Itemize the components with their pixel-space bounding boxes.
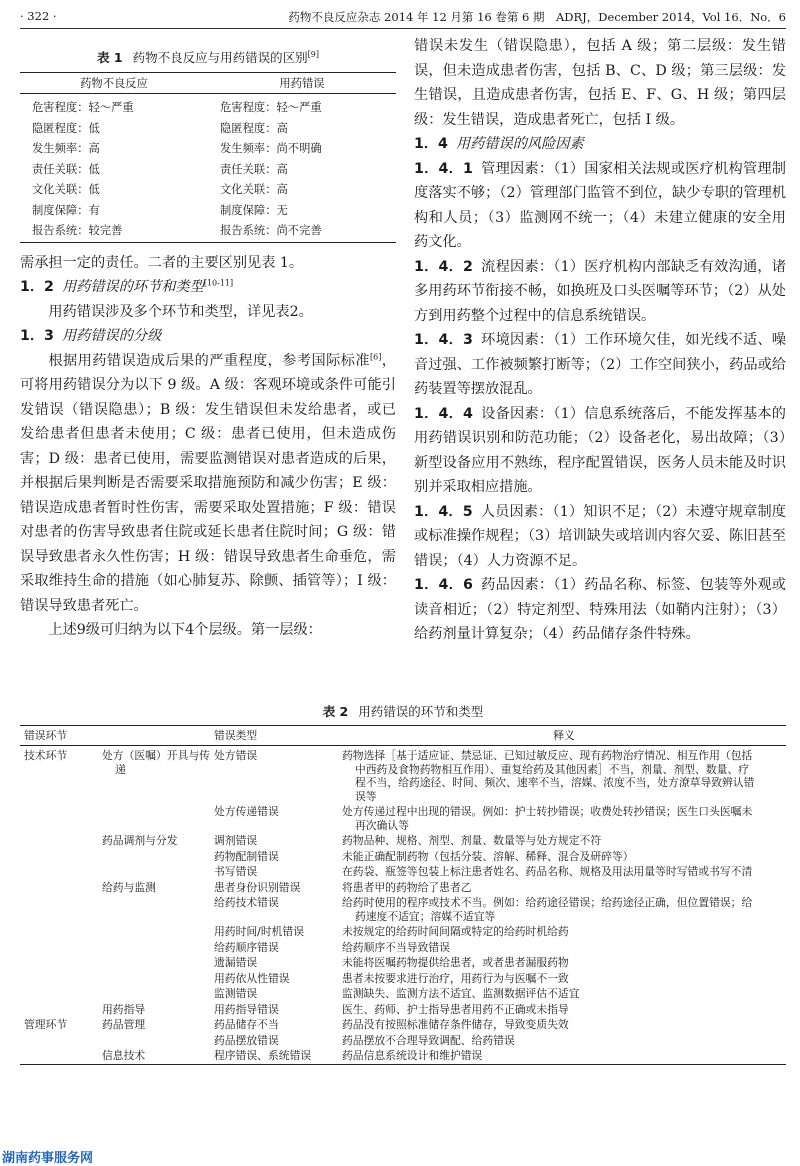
subsection-text: 流程因素：（1）医疗机构内部缺乏有效沟通，诸多用药环节衔接不畅，如换班及口头医嘱等环节；（2）从处方到用药整个过程中的信息系统错误。 [414, 258, 786, 324]
table-row [20, 955, 786, 971]
cell-text: 给药顺序错误 [214, 940, 279, 954]
table2-cell-type [214, 955, 342, 971]
table-row [20, 864, 786, 880]
table2-cell-definition [342, 1017, 786, 1033]
section-title: 用药错误的环节和类型 [61, 279, 204, 295]
table2-cell-substage [102, 746, 214, 805]
cell-text: 处方传递错误 [214, 805, 279, 818]
table2-cell-substage [102, 955, 214, 971]
section-1-3-heading [20, 324, 396, 349]
table2-cell-stage [20, 955, 102, 971]
table2-cell-type [214, 880, 342, 896]
cell-text: 药品没有按照标准储存条件储存，导致变质失效 [342, 1018, 569, 1031]
table1-caption [20, 48, 396, 66]
table2-cell-substage [102, 940, 214, 956]
table2-cell-definition [342, 1033, 786, 1049]
section-1-2-heading [20, 275, 396, 300]
journal-citation: 药物不良反应杂志 2014 年 12 月第 16 卷第 6 期 ADRJ，December 2014，Vol 16．No．6 [288, 10, 786, 24]
table1-cell-me: 制度保障：无 [220, 203, 288, 217]
subsection-paragraph [414, 500, 786, 574]
table2-cell-stage [20, 1017, 102, 1033]
header-rule [20, 28, 786, 29]
table1-cell-me: 责任关联：高 [220, 162, 288, 176]
table-row [20, 986, 786, 1002]
table2-cell-stage [20, 924, 102, 940]
footer-watermark: 湖南药事服务网 [2, 1151, 94, 1166]
table-row [20, 833, 786, 849]
table2-title: 用药错误的环节和类型 [358, 704, 484, 719]
table2-header-type: 错误类型 [214, 726, 342, 746]
table2-cell-substage [102, 1002, 214, 1018]
cell-text: 患者身份识别错误 [214, 880, 301, 894]
table-row [20, 119, 396, 140]
table2-cell-type [214, 1017, 342, 1033]
cell-text: 药品管理 [102, 1018, 146, 1031]
table2-cell-stage [20, 895, 102, 924]
cell-text: 在药袋、瓶签等包装上标注患者姓名、药品名称、规格及用法用量等时写错或书写不清 [342, 865, 753, 878]
table-row [20, 1033, 786, 1049]
section-ref: [10-11] [203, 278, 234, 288]
subsection-text: 药品因素：（1）药品名称、标签、包装等外观或读音相近；（2）特定剂型、特殊用法（如鞘内注射）；（3）给药剂量计算复杂；（4）药品储存条件特殊。 [414, 577, 786, 642]
table2-cell-stage [20, 880, 102, 896]
cell-text: 给药与监测 [102, 880, 156, 894]
table2-cell-substage [102, 971, 214, 987]
cell-text: 管理环节 [24, 1018, 68, 1031]
cell-text: 医生、药师、护士指导患者用药不正确或未指导 [342, 1002, 569, 1016]
subsection-number: 1．4．4 [414, 405, 473, 422]
cell-text: 药物品种、规格、剂型、剂量、数量等与处方规定不符 [342, 834, 602, 847]
table2-cell-definition [342, 1002, 786, 1018]
table2-cell-substage [102, 849, 214, 865]
cell-text: 药物选择［基于适应证、禁忌证、已知过敏反应、现有药物治疗情况、相互作用（包括中西药及食物药物相互作用）、重复给药及其他因素］不当，剂量、剂型、数量、疗程不当，给药途径、时间、频次、速率不当，溶媒、浓度不当，处方潦草导致辨认错误等 [342, 749, 755, 803]
table1-cell-me: 隐匿程度：高 [220, 121, 288, 135]
table2-header-stage: 错误环节 [20, 726, 214, 746]
page-number: · 322 · [20, 9, 57, 23]
table2-cell-definition [342, 940, 786, 956]
table2-header-definition: 释义 [342, 726, 786, 746]
table2-cell-type [214, 971, 342, 987]
right-column [414, 34, 786, 647]
table2-cell-substage [102, 1017, 214, 1033]
left-para-3 [20, 349, 396, 619]
left-para-1: 需承担一定的责任。二者的主要区别见表 1。 [20, 254, 304, 271]
cell-text: 药品摆放不合理导致调配、给药错误 [342, 1033, 515, 1047]
subsection-paragraph [414, 255, 786, 329]
table2-cell-stage [20, 971, 102, 987]
subsection-number: 1．4．3 [414, 332, 473, 348]
section-title: 用药错误的风险因素 [455, 136, 584, 152]
table2-cell-substage [102, 1033, 214, 1049]
cell-text: 药品储存不当 [214, 1018, 279, 1031]
cell-text: 药品信息系统设计和维护错误 [342, 1049, 483, 1062]
table1-cell-adr: 隐匿程度：低 [32, 121, 100, 135]
right-para-0: 错误未发生（错误隐患），包括 A 级；第二层级：发生错误，但未造成患者伤害，包括 B、C、D 级；第三层级：发生错误，且造成患者伤害，包括 E、F、G、H 级；第四层级：发生错误，造成患者死亡，包括 I 级。 [414, 38, 786, 128]
table2-cell-stage [20, 746, 102, 805]
table2-cell-stage [20, 833, 102, 849]
table1-cell-adr: 文化关联：低 [32, 183, 100, 196]
table2-label: 表 2 [322, 704, 349, 719]
table2-cell-stage [20, 1002, 102, 1018]
table1-cell-me: 发生频率：尚不明确 [220, 142, 322, 155]
table2-cell-type [214, 804, 342, 833]
subsection-paragraph [414, 157, 786, 255]
cell-text: 未能正确配制药物（包括分装、溶解、稀释、混合及研碎等） [342, 849, 634, 863]
cell-text: 未能将医嘱药物提供给患者，或者患者漏服药物 [342, 956, 569, 969]
table1-cell-adr: 危害程度：轻～严重 [32, 101, 134, 114]
cell-text: 给药顺序不当导致错误 [342, 940, 450, 954]
cell-text: 处方错误 [214, 749, 258, 762]
section-number: 1．3 [20, 328, 54, 344]
table2-cell-definition [342, 924, 786, 940]
table2-cell-type [214, 849, 342, 865]
table-row [20, 221, 396, 242]
table2-cell-type [214, 746, 342, 805]
table1-ref: [9] [307, 49, 319, 59]
table2-cell-substage [102, 804, 214, 833]
cell-text: 信息技术 [102, 1049, 146, 1062]
table2-cell-stage [20, 986, 102, 1002]
table2-cell-definition [342, 955, 786, 971]
table2-cell-definition [342, 895, 786, 924]
cell-text: 调剂错误 [214, 834, 258, 847]
table1-cell-me: 危害程度：轻～严重 [220, 101, 322, 114]
cell-text: 药品调剂与分发 [102, 834, 178, 847]
citation-ref: [6] [370, 351, 382, 361]
cell-text: 处方（医嘱）开具与传递 [102, 749, 210, 776]
table1-label: 表 1 [97, 50, 123, 65]
cell-text: 用药依从性错误 [214, 971, 290, 985]
table1-cell-adr: 发生频率：高 [32, 142, 100, 155]
table1-header-me: 用药错误 [208, 73, 396, 94]
left-column [20, 48, 396, 643]
table1-cell-me: 文化关联：高 [220, 183, 288, 196]
cell-text: 药品摆放错误 [214, 1033, 279, 1047]
cell-text: 技术环节 [24, 749, 68, 762]
cell-text: 书写错误 [214, 865, 258, 878]
cell-text: 用药时间/时机错误 [214, 925, 305, 938]
table-row [20, 880, 786, 896]
table2-cell-substage [102, 880, 214, 896]
table-row [20, 94, 396, 119]
table1-cell-adr: 报告系统：较完善 [20, 221, 208, 242]
cell-text: 患者未按要求进行治疗，用药行为与医嘱不一致 [342, 971, 569, 985]
table2-cell-substage [102, 833, 214, 849]
cell-text: 用药指导 [102, 1002, 146, 1016]
subsection-paragraph [414, 573, 786, 647]
table-row [20, 1017, 786, 1033]
table-row [20, 895, 786, 924]
table-row [20, 160, 396, 181]
table2-cell-definition [342, 864, 786, 880]
cell-text: 监测错误 [214, 987, 258, 1000]
table-row [20, 804, 786, 833]
table-row [20, 180, 396, 201]
table2-cell-definition [342, 1048, 786, 1064]
table-row [20, 201, 396, 222]
table-row [20, 1048, 786, 1064]
table2-cell-definition [342, 971, 786, 987]
table2-cell-stage [20, 1048, 102, 1064]
table2-cell-definition [342, 804, 786, 833]
table2-cell-substage [102, 895, 214, 924]
table1-cell-me: 报告系统：尚不完善 [208, 221, 396, 242]
para-text: ，可将用药错误分为以下 9 级。A 级：客观环境或条件可能引发错误（错误隐患）；B 级：发生错误但未发给患者，或已发给患者但患者未使用；C 级：患者已使用，但未造成伤害；D 级：患者已使用，需要监测错误对患者造成的后果，并根据后果判断是否需要采取措施预防和减少伤害；E 级：错误造成患者暂时性伤害，需要采取处置措施；F 级：错误对患者的伤害导致患者住院或延长患者住院时间；G 级：错误导致患者永久性伤害；H 级：错误导致患者生命垂危，需采取维持生命的措施（如心肺复苏、除颤、插管等）；I 级：错误导致患者死亡。 [20, 352, 396, 614]
table2-cell-stage [20, 940, 102, 956]
table1-header-adr: 药物不良反应 [20, 73, 208, 94]
running-header [20, 6, 786, 28]
subsection-number: 1．4．5 [414, 503, 473, 520]
subsection-paragraph [414, 328, 786, 402]
table-row [20, 971, 786, 987]
table2-cell-substage [102, 1048, 214, 1064]
table2-cell-definition [342, 849, 786, 865]
table2-cell-type [214, 924, 342, 940]
cell-text: 遗漏错误 [214, 956, 258, 969]
table-row [20, 849, 786, 865]
cell-text: 程序错误、系统错误 [214, 1049, 312, 1062]
table2-block [20, 702, 786, 1065]
table2 [20, 725, 786, 1065]
table2-cell-stage [20, 849, 102, 865]
para-text: 根据用药错误造成后果的严重程度，参考国际标准 [48, 352, 371, 369]
subsection-text: 管理因素：（1）国家相关法规或医疗机构管理制度落实不够；（2）管理部门监管不到位，缺少专职的管理机构和人员；（3）监测网不统一；（4）未建立健康的安全用药文化。 [414, 160, 786, 250]
section-1-4-heading [414, 132, 786, 157]
subsection-number: 1．4．6 [414, 577, 473, 593]
cell-text: 给药技术错误 [214, 896, 279, 909]
table2-cell-type [214, 833, 342, 849]
table-row [20, 924, 786, 940]
table1-title: 药物不良反应与用药错误的区别 [132, 50, 308, 65]
cell-text: 未按规定的给药时间间隔或特定的给药时机给药 [342, 925, 569, 938]
subsection-text: 环境因素：（1）工作环境欠佳，如光线不适、噪音过强、工作被频繁打断等；（2）工作空间狭小，药品或给药装置等摆放混乱。 [414, 332, 786, 397]
table2-cell-definition [342, 833, 786, 849]
subsection-number: 1．4．1 [414, 160, 473, 177]
table2-cell-type [214, 895, 342, 924]
table2-cell-stage [20, 804, 102, 833]
table2-cell-type [214, 940, 342, 956]
table-row [20, 940, 786, 956]
subsection-text: 人员因素：（1）知识不足；（2）未遵守规章制度或标准操作规程；（3）培训缺失或培训内容欠妥、陈旧甚至错误；（4）人力资源不足。 [414, 503, 786, 569]
table2-cell-substage [102, 924, 214, 940]
section-number: 1．2 [20, 279, 54, 295]
table2-cell-definition [342, 880, 786, 896]
table2-cell-type [214, 986, 342, 1002]
cell-text: 监测缺失、监测方法不适宜、监测数据评估不适宜 [342, 987, 580, 1000]
table-row [20, 1002, 786, 1018]
table2-cell-stage [20, 1033, 102, 1049]
table-row [20, 139, 396, 160]
table-row [20, 746, 786, 805]
table2-cell-stage [20, 864, 102, 880]
subsection-paragraph [414, 402, 786, 500]
cell-text: 处方传递过程中出现的错误。例如：护士转抄错误；收费处转抄错误；医生口头医嘱未再次确认等 [342, 805, 753, 832]
subsection-text: 设备因素：（1）信息系统落后，不能发挥基本的用药错误识别和防范功能；（2）设备老化，易出故障；（3）新型设备应用不熟练，程序配置错误，医务人员未能及时识别并采取相应措施。 [414, 405, 786, 495]
left-para-4: 上述9级可归纳为以下4个层级。第一层级： [48, 622, 322, 638]
table1 [20, 72, 396, 243]
cell-text: 用药指导错误 [214, 1002, 279, 1016]
cell-text: 将患者甲的药物给了患者乙 [342, 880, 472, 894]
section-number: 1．4 [414, 136, 448, 152]
table2-caption [20, 702, 786, 720]
table2-cell-type [214, 864, 342, 880]
table1-cell-adr: 责任关联：低 [32, 162, 100, 176]
table2-cell-type [214, 1048, 342, 1064]
table2-cell-type [214, 1002, 342, 1018]
table2-cell-definition [342, 746, 786, 805]
left-para-2: 用药错误涉及多个环节和类型，详见表2。 [48, 303, 313, 320]
table1-cell-adr: 制度保障：有 [32, 203, 100, 217]
table2-cell-substage [102, 986, 214, 1002]
cell-text: 给药时使用的程序或技术不当。例如：给药途径错误；给药途径正确，但位置错误；给药速度不适宜；溶媒不适宜等 [342, 896, 753, 923]
table2-cell-substage [102, 864, 214, 880]
table2-cell-definition [342, 986, 786, 1002]
table2-cell-type [214, 1033, 342, 1049]
cell-text: 药物配制错误 [214, 849, 279, 863]
subsection-number: 1．4．2 [414, 258, 473, 275]
section-title: 用药错误的分级 [61, 328, 162, 344]
